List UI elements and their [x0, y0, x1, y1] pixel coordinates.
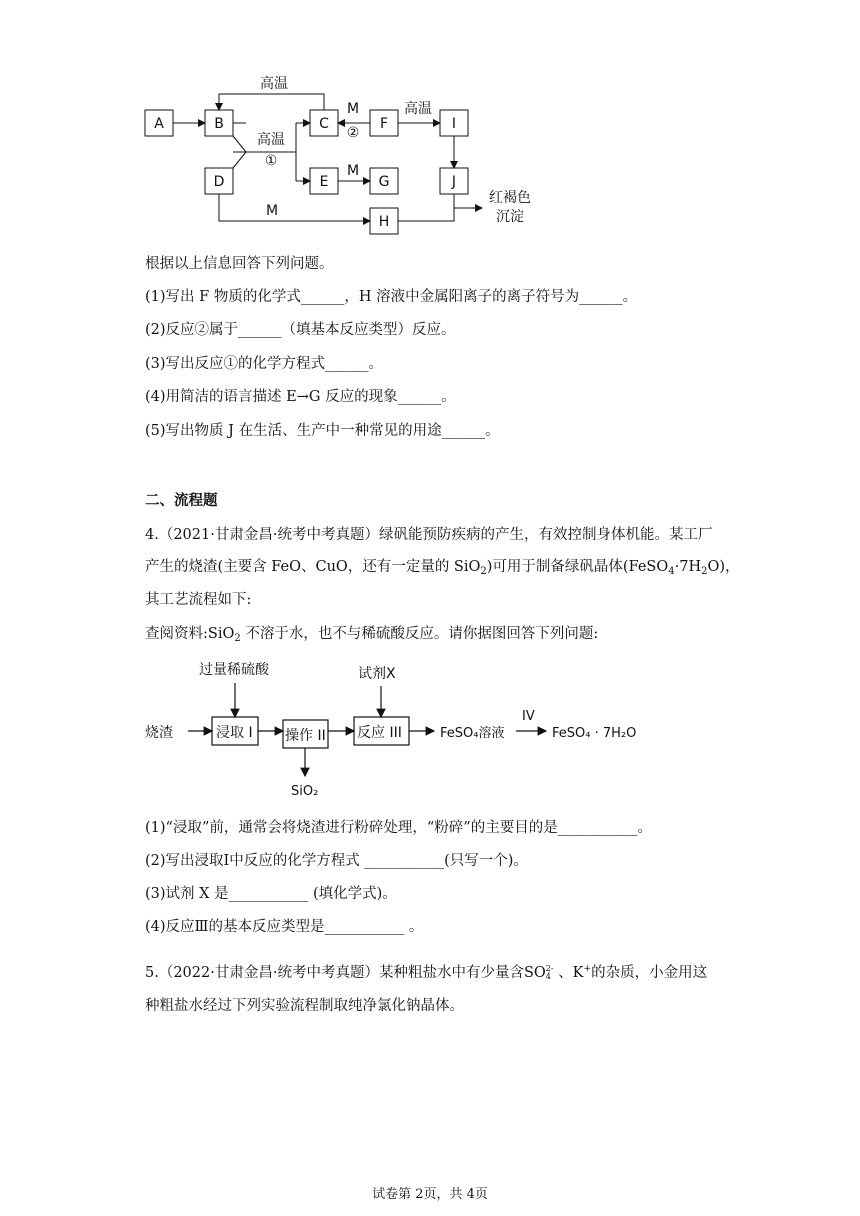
q3-item-1: (1)写出 F 物质的化学式______，H 溶液中金属阳离子的离子符号为______。	[145, 289, 638, 305]
flow-box1-label: 浸取 I	[216, 725, 253, 741]
sulfate-ion: SO 2- 4	[523, 963, 554, 981]
q3-item-3: (3)写出反应①的化学方程式______。	[145, 356, 384, 372]
section-title: 二、流程题	[145, 492, 218, 509]
node-J: J	[451, 174, 457, 190]
label-M-DH: M	[265, 203, 279, 219]
q5-line-1: 5.（2022·甘肃金昌·统考中考真题）某种粗盐水中有少量含SO 2- 4 、K+的杂质，小金用这	[145, 963, 708, 981]
q3-intro: 根据以上信息回答下列问题。	[145, 256, 334, 272]
q4-item-2: (2)写出浸取Ⅰ中反应的化学方程式 ___________(只写一个)。	[145, 853, 528, 869]
flow-box2-label: 操作 II	[285, 728, 326, 744]
label-M-EG: M	[346, 163, 360, 179]
label-mid-high-temp: 高温	[257, 132, 285, 148]
node-E: E	[319, 174, 329, 190]
label-top-high-temp: 高温	[260, 76, 288, 92]
node-H: H	[378, 214, 390, 230]
label-FI-high-temp: 高温	[404, 101, 432, 117]
flow-box3-label: 反应 III	[357, 725, 402, 741]
flow-product: FeSO₄ · 7H₂O	[552, 726, 637, 741]
q4-line-2: 产生的烧渣(主要含 FeO、CuO，还有一定量的 SiO$_2$)可用于制备绿矾晶体$(FeSO_4\cdot 7H_2O)$，	[145, 559, 740, 577]
q3-item-4: (4)用简洁的语言描述 E→G 反应的现象______。	[145, 389, 456, 405]
flow-solution: FeSO₄溶液	[440, 726, 505, 741]
flow-residue: SiO₂	[291, 784, 319, 799]
q4-item-4: (4)反应Ⅲ的基本反应类型是___________ 。	[145, 919, 424, 935]
label-red-brown-1: 红褐色	[489, 190, 531, 206]
q5-line-2: 种粗盐水经过下列实验流程制取纯净氯化钠晶体。	[145, 998, 464, 1014]
node-B: B	[214, 116, 224, 132]
page-footer: 试卷第 2页，共 4页	[372, 1187, 488, 1202]
q4-line-1: 4.（2021·甘肃金昌·统考中考真题）绿矾能预防疾病的产生，有效控制身体机能。某工厂	[145, 527, 713, 543]
node-F: F	[379, 116, 389, 132]
q4-item-1: (1)“浸取”前，通常会将烧渣进行粉碎处理，“粉碎”的主要目的是___________。	[145, 820, 652, 836]
q3-item-5: (5)写出物质 J 在生活、生产中一种常见的用途______。	[145, 423, 500, 439]
node-C: C	[319, 116, 329, 132]
flow-step4: IV	[522, 709, 535, 724]
flow-reagent: 试剂X	[358, 666, 396, 682]
q4-line-3: 其工艺流程如下:	[145, 592, 252, 608]
flow-start: 烧渣	[145, 725, 173, 741]
label-red-brown-2: 沉淀	[496, 209, 524, 225]
flow-acid: 过量稀硫酸	[199, 662, 269, 678]
node-G: G	[378, 174, 390, 190]
q3-item-2: (2)反应②属于______（填基本反应类型）反应。	[145, 322, 456, 338]
q4-item-3: (3)试剂 X 是___________ (填化学式)。	[145, 886, 397, 902]
node-A: A	[154, 116, 164, 132]
label-M-CF: M	[346, 101, 360, 117]
label-circle1: ①	[264, 153, 278, 169]
q4-line-4: 查阅资料:SiO$_2$ 不溶于水，也不与稀硫酸反应。请你据图回答下列问题:	[145, 626, 599, 644]
node-D: D	[213, 174, 225, 190]
label-circle2: ②	[346, 125, 360, 141]
node-I: I	[451, 116, 457, 132]
